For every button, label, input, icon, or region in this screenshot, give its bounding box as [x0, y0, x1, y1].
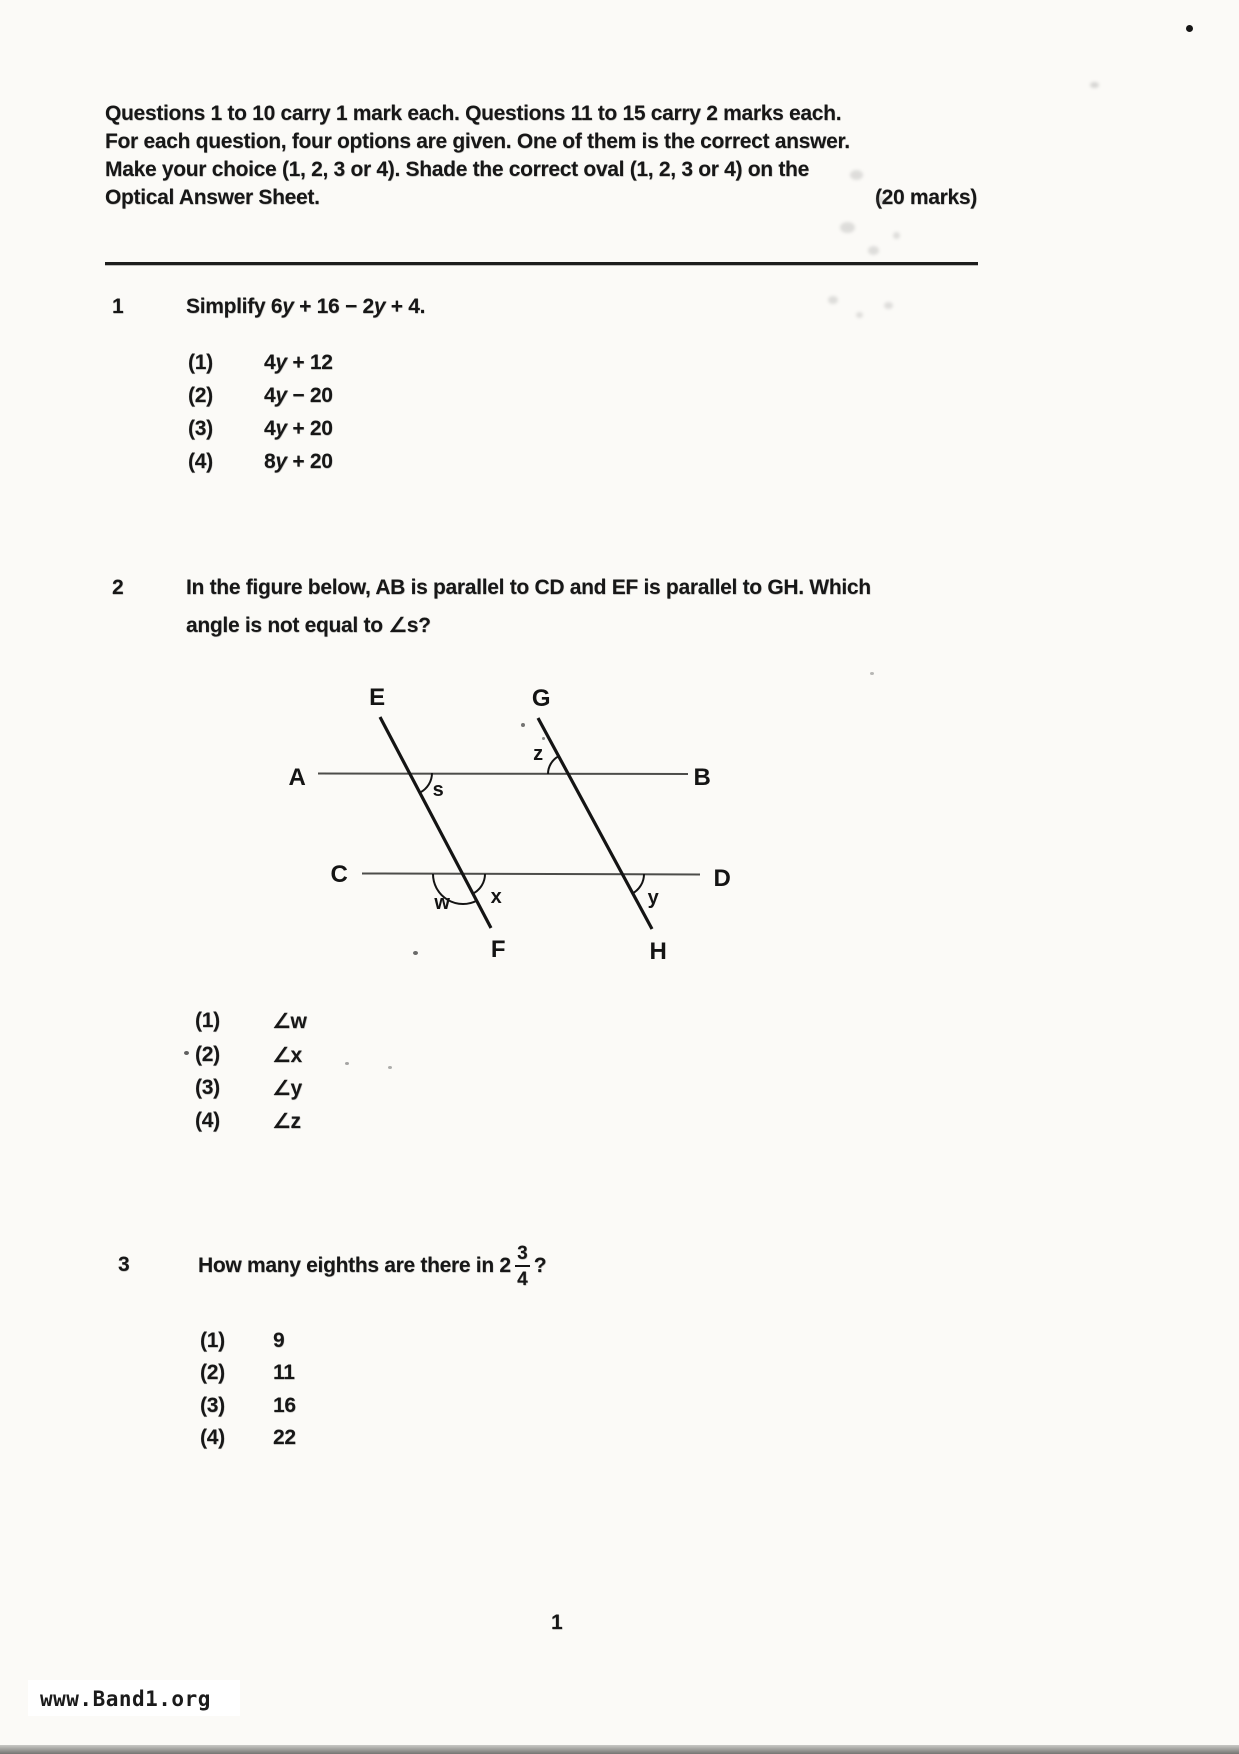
- question-3-number: 3: [118, 1253, 130, 1276]
- angle-arc-x: [473, 874, 485, 894]
- fraction-bar: [515, 1265, 530, 1267]
- scan-artifact: [521, 723, 525, 727]
- q2-parallel-lines-figure: [270, 650, 750, 970]
- question-2-text-line1: In the figure below, AB is parallel to CD and EF is parallel to GH. Which: [186, 576, 871, 599]
- scan-artifact: [884, 302, 893, 309]
- figure-label-D: D: [713, 865, 731, 892]
- q2-option-1-label: (1): [195, 1009, 220, 1032]
- question-2-text-line2: angle is not equal to ∠s?: [186, 614, 431, 637]
- angle-label-y: y: [647, 887, 659, 909]
- scan-artifact: [413, 951, 418, 955]
- figure-line-GH: [538, 718, 652, 929]
- q2-option-4-label: (4): [195, 1109, 220, 1132]
- figure-line-CD: [362, 874, 700, 875]
- q3-option-2-label: (2): [200, 1361, 225, 1384]
- fraction-denominator: 4: [517, 1268, 528, 1290]
- q2-option-2-value: ∠x: [272, 1044, 302, 1067]
- figure-label-A: A: [288, 764, 306, 791]
- angle-label-w: w: [434, 892, 450, 914]
- question-1-number: 1: [112, 295, 124, 318]
- q3-option-1-label: (1): [200, 1329, 225, 1352]
- angle-label-z: z: [533, 743, 543, 765]
- scan-artifact: [542, 737, 545, 740]
- q3-option-4-label: (4): [200, 1426, 225, 1449]
- scan-artifact: [345, 1062, 349, 1065]
- figure-label-B: B: [693, 764, 711, 791]
- divider-rule: [105, 262, 978, 265]
- q1-option-2-value: 4y − 20: [264, 384, 333, 407]
- q2-option-4-value: ∠z: [272, 1110, 301, 1133]
- figure-label-E: E: [369, 684, 385, 711]
- q3-option-3-value: 16: [273, 1394, 296, 1417]
- figure-label-H: H: [649, 938, 667, 965]
- watermark: www.Band1.org: [40, 1687, 211, 1711]
- scan-artifact: [870, 672, 874, 675]
- page-number: 1: [551, 1611, 563, 1634]
- scan-artifact: [856, 312, 863, 318]
- question-1-text: Simplify 6y + 16 − 2y + 4.: [186, 295, 426, 318]
- angle-arc-s: [420, 773, 432, 793]
- header-line-1: Questions 1 to 10 carry 1 mark each. Questions 11 to 15 carry 2 marks each.: [105, 102, 842, 125]
- angle-arc-z: [548, 756, 559, 774]
- figure-label-C: C: [330, 861, 348, 888]
- figure-label-G: G: [531, 685, 551, 712]
- scan-artifact: [876, 196, 885, 204]
- question-2-number: 2: [112, 576, 124, 599]
- q3-option-2-value: 11: [273, 1361, 295, 1384]
- angle-label-s: s: [432, 779, 444, 801]
- scan-artifact: [1090, 82, 1099, 88]
- scan-artifact: [840, 222, 855, 233]
- q2-option-3-value: ∠y: [272, 1077, 302, 1100]
- scan-artifact: [868, 246, 879, 255]
- angle-label-x: x: [490, 886, 502, 908]
- scan-artifact: [850, 170, 863, 180]
- scan-artifact: [388, 1066, 392, 1069]
- q1-option-2-label: (2): [188, 384, 213, 407]
- header-line-2: For each question, four options are given. One of them is the correct answer.: [105, 130, 850, 153]
- q3-option-1-value: 9: [273, 1329, 285, 1352]
- q1-option-4-value: 8y + 20: [264, 450, 333, 473]
- scan-bottom-edge: [0, 1745, 1239, 1754]
- header-line-4: Optical Answer Sheet.: [105, 186, 320, 209]
- marks-label: (20 marks): [874, 186, 977, 209]
- header-instructions: [105, 100, 977, 212]
- fraction-three-quarters: [515, 1244, 530, 1289]
- question-3-text: How many eighths are there in 2 $\frac{3}{4}$ ?: [198, 1242, 547, 1290]
- q1-option-4-label: (4): [188, 450, 213, 473]
- scan-artifact: [1186, 25, 1193, 32]
- figure-label-F: F: [490, 936, 506, 963]
- q1-option-3-value: 4y + 20: [264, 417, 333, 440]
- scan-artifact: [893, 232, 900, 239]
- q3-option-4-value: 22: [273, 1426, 296, 1449]
- angle-arc-y: [633, 874, 645, 893]
- scan-artifact: [828, 296, 838, 304]
- q2-option-1-value: ∠w: [272, 1010, 307, 1033]
- q2-option-3-label: (3): [195, 1076, 220, 1099]
- fraction-numerator: 3: [517, 1242, 528, 1264]
- header-line-3: Make your choice (1, 2, 3 or 4). Shade the correct oval (1, 2, 3 or 4) on the: [105, 158, 809, 181]
- figure-line-AB: [318, 774, 688, 775]
- scan-artifact: [184, 1051, 189, 1055]
- q3-option-3-label: (3): [200, 1394, 225, 1417]
- q1-option-3-label: (3): [188, 417, 213, 440]
- q1-option-1-value: 4y + 12: [264, 351, 333, 374]
- q2-option-2-label: (2): [195, 1043, 220, 1066]
- q1-option-1-label: (1): [188, 351, 213, 374]
